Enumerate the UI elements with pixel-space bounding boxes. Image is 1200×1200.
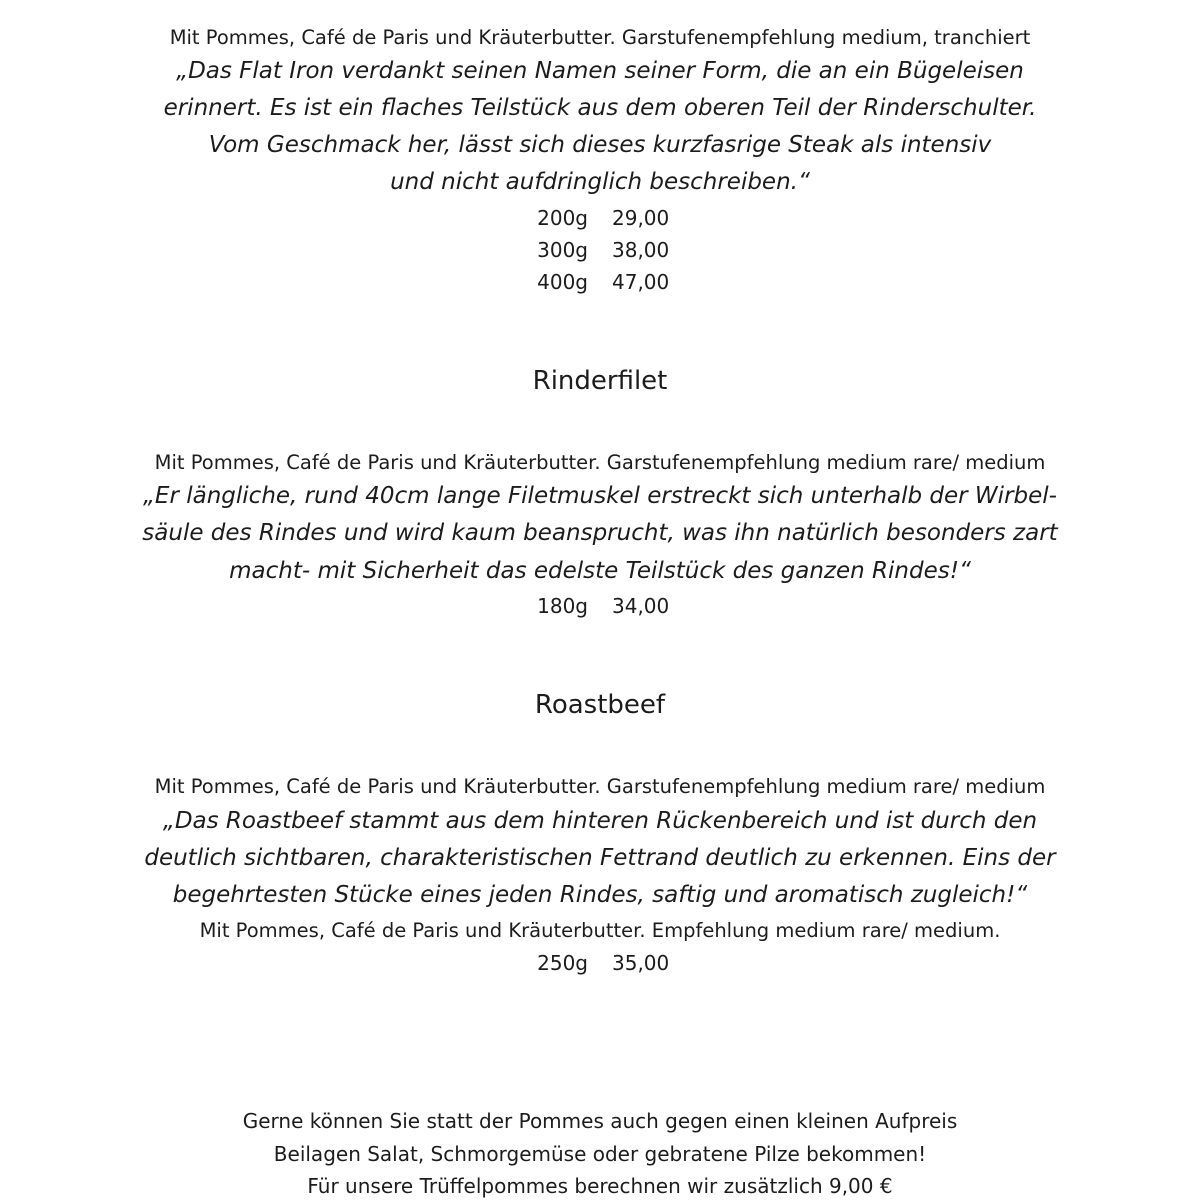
portion-price: 34,00 <box>612 594 670 618</box>
flat-iron-quote-line: „Das Flat Iron verdankt seinen Namen seiner Form, die an ein Bügeleisen <box>176 58 1024 84</box>
rinderfilet-quote-line: säule des Rindes und wird kaum beansprucht, was ihn natürlich besonders zart <box>142 520 1058 546</box>
portion-price: 47,00 <box>612 270 670 294</box>
footer-line: Gerne können Sie statt der Pommes auch gegen einen kleinen Aufpreis <box>242 1109 958 1133</box>
flat-iron-price-row <box>0 206 1200 230</box>
roastbeef-quote-line: „Das Roastbeef stammt aus dem hinteren Rückenbereich und ist durch den <box>162 808 1038 834</box>
footer-line: Beilagen Salat, Schmorgemüse oder gebratene Pilze bekommen! <box>273 1142 927 1166</box>
roastbeef-price-row <box>0 951 1200 975</box>
flat-iron-price-row <box>0 238 1200 262</box>
flat-iron-description: Mit Pommes, Café de Paris und Kräuterbutter. Garstufenempfehlung medium, tranchiert <box>169 26 1031 49</box>
portion-weight: 400g <box>537 270 588 294</box>
portion-weight: 300g <box>537 238 588 262</box>
roastbeef-quote-line: deutlich sichtbaren, charakteristischen Fettrand deutlich zu erkennen. Eins der <box>144 845 1056 871</box>
rinderfilet-quote-line: macht- mit Sicherheit das edelste Teilstück des ganzen Rindes!“ <box>229 558 971 584</box>
roastbeef-quote-line: begehrtesten Stücke eines jeden Rindes, saftig und aromatisch zugleich!“ <box>172 882 1028 908</box>
flat-iron-price-row <box>0 270 1200 294</box>
portion-weight: 180g <box>537 594 588 618</box>
portion-weight: 200g <box>537 206 588 230</box>
footer-line: Für unsere Trüffelpommes berechnen wir zusätzlich 9,00 € <box>307 1174 893 1198</box>
roastbeef-description: Mit Pommes, Café de Paris und Kräuterbutter. Garstufenempfehlung medium rare/ medium <box>154 775 1046 798</box>
rinderfilet-description: Mit Pommes, Café de Paris und Kräuterbutter. Garstufenempfehlung medium rare/ medium <box>154 451 1046 474</box>
portion-weight: 250g <box>537 951 588 975</box>
rinderfilet-title: Rinderfilet <box>532 366 668 396</box>
rinderfilet-price-row <box>0 594 1200 618</box>
portion-price: 35,00 <box>612 951 670 975</box>
flat-iron-quote-line: und nicht aufdringlich beschreiben.“ <box>390 169 810 195</box>
roastbeef-note: Mit Pommes, Café de Paris und Kräuterbutter. Empfehlung medium rare/ medium. <box>199 919 1001 942</box>
roastbeef-title: Roastbeef <box>534 690 666 720</box>
portion-price: 29,00 <box>612 206 670 230</box>
flat-iron-quote-line: Vom Geschmack her, lässt sich dieses kurzfasrige Steak als intensiv <box>208 132 992 158</box>
portion-price: 38,00 <box>612 238 670 262</box>
flat-iron-quote-line: erinnert. Es ist ein flaches Teilstück aus dem oberen Teil der Rinderschulter. <box>163 95 1037 121</box>
rinderfilet-quote-line: „Er längliche, rund 40cm lange Filetmuskel erstreckt sich unterhalb der Wirbel- <box>143 483 1057 509</box>
